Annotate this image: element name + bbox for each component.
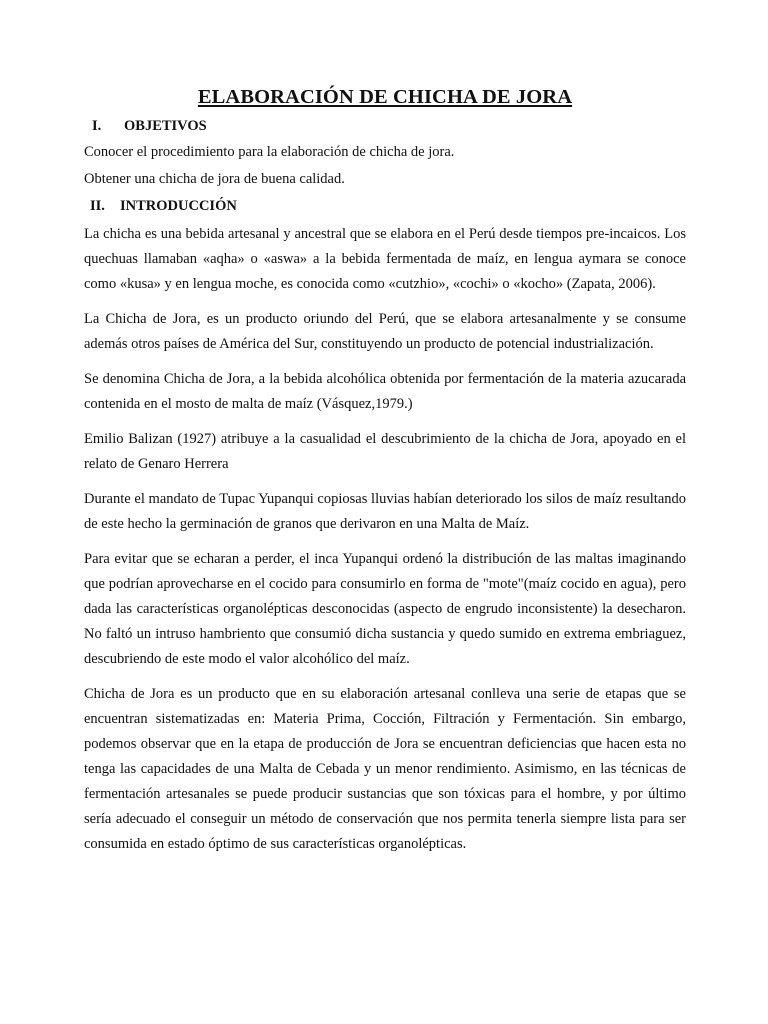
intro-paragraph: Para evitar que se echaran a perder, el inca Yupanqui ordenó la distribución de las maltas imaginando que podrían aprovecharse en el cocido para consumirlo en forma de "mote"(maíz cocido en agua), pero dada las características organolépticas desconocidas (aspecto de engrudo inconsistente) la desecharon. No faltó un intruso hambriento que consumió dicha sustancia y quedo sumido en extrema embriaguez, descubriendo de este modo el valor alcohólico del maíz. bbox=[84, 551, 686, 667]
section-title: INTRODUCCIÓN bbox=[120, 198, 237, 214]
section-number: I. bbox=[92, 118, 102, 134]
section-heading-introduccion bbox=[84, 196, 686, 216]
document-title: ELABORACIÓN DE CHICHA DE JORA bbox=[197, 86, 573, 108]
section-number: II. bbox=[90, 198, 105, 214]
intro-paragraph: Chicha de Jora es un producto que en su elaboración artesanal conlleva una serie de etapas que se encuentran sistematizadas en: Materia Prima, Cocción, Filtración y Fermentación. Sin embargo, podemos observar que en la etapa de producción de Jora se encuentran deficiencias que hacen esta no tenga las capacidades de una Malta de Cebada y un menor rendimiento. Asimismo, en las técnicas de fermentación artesanales se puede producir sustancias que son tóxicas para el hombre, y por último sería adecuado el conseguir un método de conservación que nos permita tenerla siempre lista para ser consumida en estado óptimo de sus características organolépticas. bbox=[84, 686, 686, 852]
objective-line: Conocer el procedimiento para la elaboración de chicha de jora. bbox=[84, 144, 455, 160]
section-title: OBJETIVOS bbox=[124, 118, 207, 134]
intro-paragraph: La Chicha de Jora, es un producto oriundo del Perú, que se elabora artesanalmente y se consume además otros países de América del Sur, constituyendo un producto de potencial industrialización. bbox=[84, 311, 686, 352]
intro-paragraph: Emilio Balizan (1927) atribuye a la casualidad el descubrimiento de la chicha de Jora, apoyado en el relato de Genaro Herrera bbox=[84, 431, 686, 472]
section-heading-objetivos bbox=[84, 116, 686, 136]
intro-paragraph: La chicha es una bebida artesanal y ancestral que se elabora en el Perú desde tiempos pre-incaicos. Los quechuas llamaban «aqha» o «aswa» a la bebida fermentada de maíz, en lengua aymara se conoce como «kusa» y en lengua moche, es conocida como «cutzhio», «cochi» o «kocho» (Zapata, 2006). bbox=[84, 226, 686, 292]
intro-paragraph: Durante el mandato de Tupac Yupanqui copiosas lluvias habían deteriorado los silos de maíz resultando de este hecho la germinación de granos que derivaron en una Malta de Maíz. bbox=[84, 491, 686, 532]
objective-line: Obtener una chicha de jora de buena calidad. bbox=[84, 171, 345, 187]
intro-paragraph: Se denomina Chicha de Jora, a la bebida alcohólica obtenida por fermentación de la materia azucarada contenida en el mosto de malta de maíz (Vásquez,1979.) bbox=[84, 371, 686, 412]
